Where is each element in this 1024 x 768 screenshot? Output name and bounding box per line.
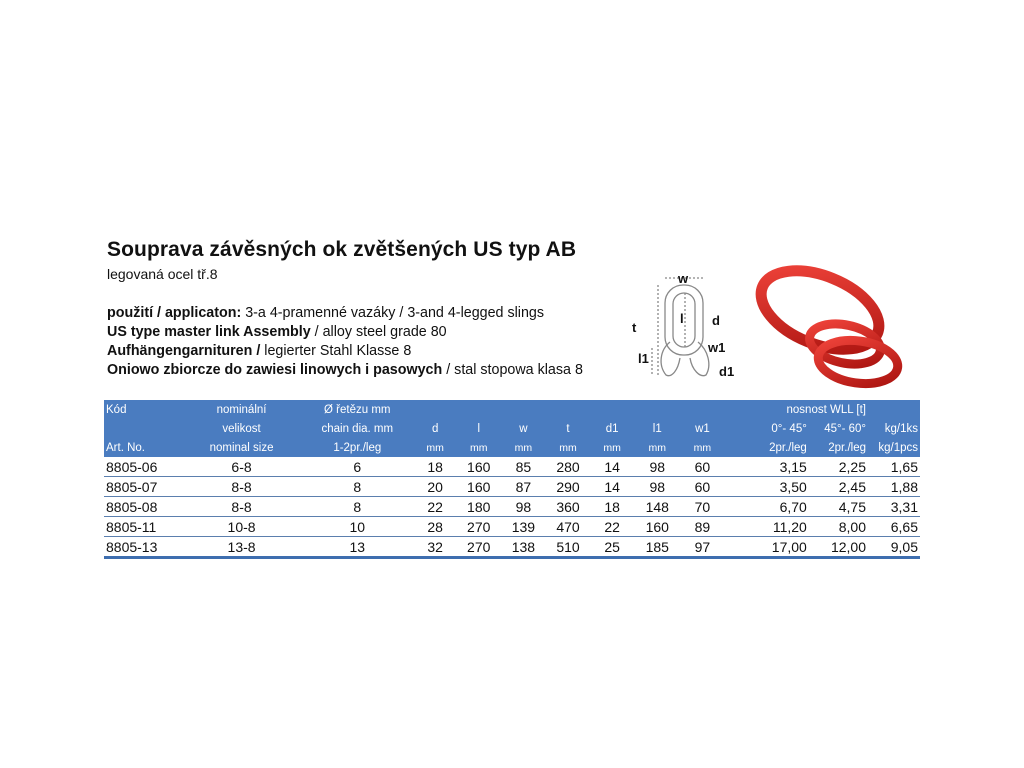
master-link-photo <box>740 262 920 397</box>
description-line-1 <box>107 305 544 321</box>
cell-d1: 22 <box>590 517 635 537</box>
header-chain-2: chain dia. mm <box>321 422 394 435</box>
dimension-diagram <box>630 270 745 385</box>
dim-label-d1: d1 <box>719 364 735 379</box>
header-d: d <box>431 422 439 435</box>
cell-w: 87 <box>501 477 547 497</box>
header-kod: Kód <box>106 403 127 416</box>
cell-code: 8805-13 <box>104 537 182 558</box>
table-header-row-2 <box>104 419 920 438</box>
cell-wll1: 3,50 <box>725 477 809 497</box>
header-unit: mm <box>693 441 712 454</box>
cell-d: 20 <box>413 477 457 497</box>
dim-label-l: l <box>680 311 684 326</box>
cell-t: 470 <box>546 517 590 537</box>
header-art-no: Art. No. <box>106 441 145 454</box>
cell-code: 8805-07 <box>104 477 182 497</box>
header-chain: Ø řetězu mm <box>324 403 391 416</box>
cell-size: 13-8 <box>182 537 301 558</box>
header-w1: w1 <box>695 422 710 435</box>
cell-wll1: 3,15 <box>725 457 809 477</box>
description-text: 3-a 4-pramenné vazáky / 3-and 4-legged slings <box>241 305 545 321</box>
cell-wll2: 2,45 <box>809 477 868 497</box>
header-unit: mm <box>469 441 488 454</box>
cell-l1: 98 <box>634 477 680 497</box>
cell-l: 160 <box>457 457 501 477</box>
header-w: w <box>519 422 528 435</box>
cell-d: 32 <box>413 537 457 558</box>
cell-l: 160 <box>457 477 501 497</box>
table-header-row-3 <box>104 438 920 457</box>
cell-size: 8-8 <box>182 477 301 497</box>
header-chain-3: 1-2pr./leg <box>333 441 382 454</box>
header-unit: mm <box>559 441 577 454</box>
header-kg: kg/1ks <box>884 422 918 435</box>
header-l1: l1 <box>652 422 662 435</box>
header-nominal-3: nominal size <box>209 441 274 454</box>
header-unit: mm <box>426 441 444 454</box>
cell-w: 138 <box>501 537 547 558</box>
description-line-4 <box>107 362 583 378</box>
table-row <box>104 517 920 537</box>
dim-label-w: w <box>678 271 689 286</box>
dim-label-w1: w1 <box>708 340 726 355</box>
cell-kg: 6,65 <box>868 517 920 537</box>
cell-d1: 18 <box>590 497 635 517</box>
cell-d: 28 <box>413 517 457 537</box>
description-text: / alloy steel grade 80 <box>310 324 447 340</box>
header-wll: nosnost WLL [t] <box>786 403 866 416</box>
description-label: použití / applicaton: <box>107 305 242 321</box>
cell-l1: 160 <box>634 517 680 537</box>
cell-l1: 148 <box>634 497 680 517</box>
header-kg-pcs: kg/1pcs <box>878 441 918 454</box>
cell-wll1: 6,70 <box>725 497 809 517</box>
header-unit: mm <box>603 441 621 454</box>
description-label: Aufhängengarnituren / <box>107 343 261 359</box>
cell-size: 8-8 <box>182 497 301 517</box>
table-row <box>104 457 920 477</box>
header-angle-1: 0°- 45° <box>771 422 807 435</box>
cell-wll2: 12,00 <box>809 537 868 558</box>
dim-label-d: d <box>712 313 720 328</box>
cell-kg: 9,05 <box>868 537 920 558</box>
header-angle-2: 45°- 60° <box>824 422 866 435</box>
cell-kg: 1,88 <box>868 477 920 497</box>
header-nominal-2: velikost <box>222 422 261 435</box>
cell-w: 139 <box>501 517 547 537</box>
cell-chain: 6 <box>301 457 413 477</box>
cell-size: 6-8 <box>182 457 301 477</box>
dim-label-l1: l1 <box>638 351 649 366</box>
cell-d1: 25 <box>590 537 635 558</box>
header-l: l <box>477 422 481 435</box>
cell-d: 22 <box>413 497 457 517</box>
header-unit: mm <box>648 441 667 454</box>
cell-size: 10-8 <box>182 517 301 537</box>
description-line-2 <box>107 324 447 340</box>
description-text: legierter Stahl Klasse 8 <box>260 343 412 359</box>
cell-t: 290 <box>546 477 590 497</box>
table-row <box>104 537 920 558</box>
cell-t: 280 <box>546 457 590 477</box>
specification-table <box>104 400 920 559</box>
cell-code: 8805-11 <box>104 517 182 537</box>
cell-wll2: 4,75 <box>809 497 868 517</box>
cell-l: 270 <box>457 517 501 537</box>
cell-chain: 10 <box>301 517 413 537</box>
cell-wll1: 17,00 <box>725 537 809 558</box>
cell-code: 8805-06 <box>104 457 182 477</box>
cell-w1: 97 <box>680 537 725 558</box>
cell-w1: 70 <box>680 497 725 517</box>
cell-chain: 8 <box>301 497 413 517</box>
cell-kg: 1,65 <box>868 457 920 477</box>
header-leg-1: 2pr./leg <box>769 441 807 454</box>
cell-t: 360 <box>546 497 590 517</box>
cell-chain: 8 <box>301 477 413 497</box>
cell-chain: 13 <box>301 537 413 558</box>
description-text: / stal stopowa klasa 8 <box>442 362 583 378</box>
cell-kg: 3,31 <box>868 497 920 517</box>
cell-d1: 14 <box>590 457 635 477</box>
header-leg-2: 2pr./leg <box>828 441 866 454</box>
product-title: Souprava závěsných ok zvětšených US typ AB <box>107 238 577 261</box>
description-label: Oniowo zbiorcze do zawiesi linowych i pasowych <box>107 362 443 378</box>
cell-t: 510 <box>546 537 590 558</box>
cell-l: 180 <box>457 497 501 517</box>
cell-wll2: 2,25 <box>809 457 868 477</box>
cell-code: 8805-08 <box>104 497 182 517</box>
cell-l1: 98 <box>634 457 680 477</box>
cell-w1: 89 <box>680 517 725 537</box>
header-d1: d1 <box>605 422 619 435</box>
table-header-row-1 <box>104 400 920 419</box>
cell-l: 270 <box>457 537 501 558</box>
cell-d1: 14 <box>590 477 635 497</box>
header-nominal: nominální <box>216 403 267 416</box>
header-t: t <box>566 422 570 435</box>
cell-w1: 60 <box>680 477 725 497</box>
cell-l1: 185 <box>634 537 680 558</box>
table-row <box>104 477 920 497</box>
dim-label-t: t <box>632 320 637 335</box>
cell-w: 98 <box>501 497 547 517</box>
cell-w: 85 <box>501 457 547 477</box>
cell-wll2: 8,00 <box>809 517 868 537</box>
cell-wll1: 11,20 <box>725 517 809 537</box>
cell-d: 18 <box>413 457 457 477</box>
description-line-3 <box>107 343 411 359</box>
cell-w1: 60 <box>680 457 725 477</box>
table-row <box>104 497 920 517</box>
description-label: US type master link Assembly <box>107 324 311 340</box>
header-unit: mm <box>514 441 533 454</box>
product-subtitle: legovaná ocel tř.8 <box>107 266 218 282</box>
